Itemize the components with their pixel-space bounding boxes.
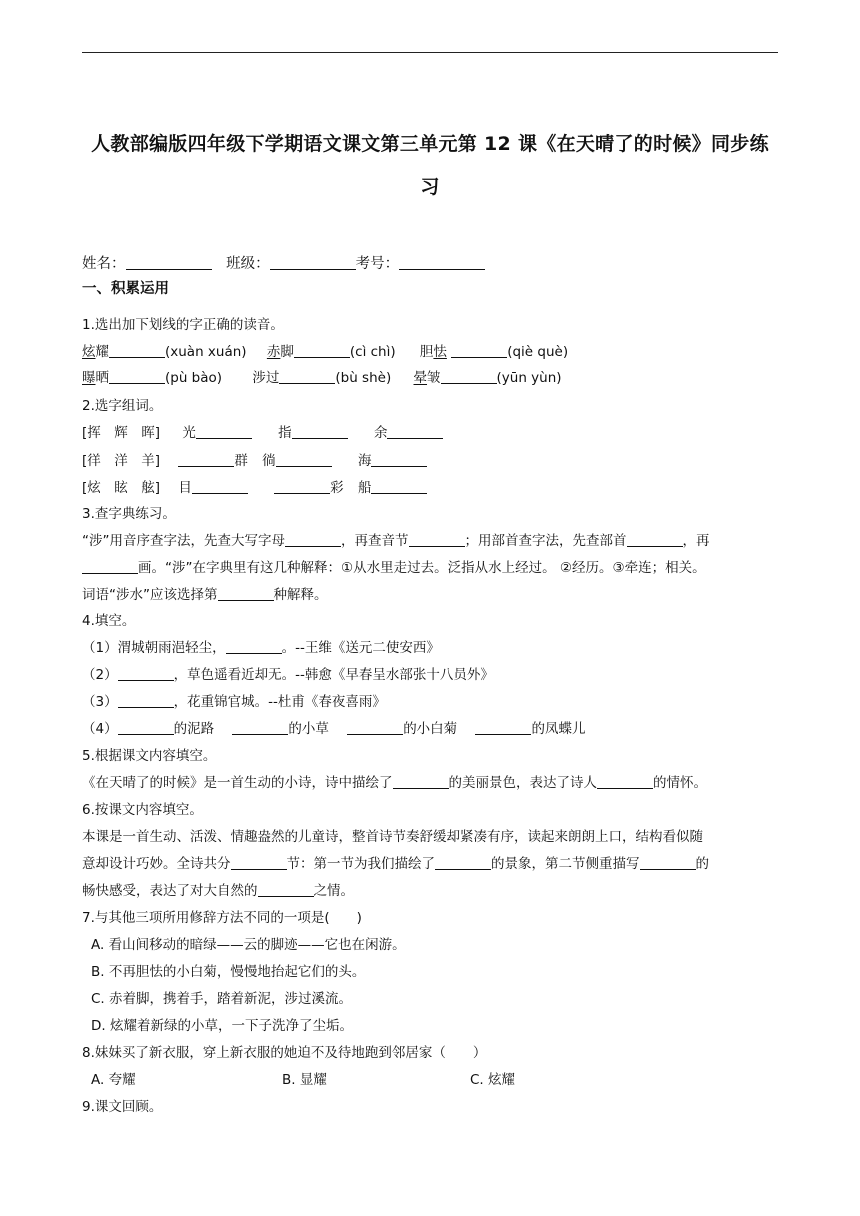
q1-r1-word1-u: 炫 bbox=[82, 344, 96, 360]
q1-r2-word1-u: 曝 bbox=[82, 370, 96, 386]
q3-l3-b: 种解释。 bbox=[273, 587, 328, 603]
q2-r2-c: 海 bbox=[357, 453, 372, 469]
q1-r2-pinyin1: (pù bào) bbox=[165, 370, 223, 386]
q2-r2-blank-b[interactable] bbox=[276, 453, 332, 467]
q8-option-b[interactable]: B. 显耀 bbox=[282, 1072, 327, 1088]
q2-r3-blank-b[interactable] bbox=[274, 480, 330, 494]
q6-blank-sections[interactable] bbox=[231, 856, 287, 870]
q2-r1-options: [挥 辉 晖] bbox=[82, 425, 161, 441]
q7-option-c[interactable]: C. 赤着脚，携着手，踏着新泥，涉过溪流。 bbox=[91, 991, 353, 1007]
q3-stem: 3.查字典练习。 bbox=[82, 506, 176, 522]
q1-r2-word3-u: 晕 bbox=[413, 370, 428, 386]
q2-r2-blank-a[interactable] bbox=[178, 453, 234, 467]
q6-blank-emotion[interactable] bbox=[258, 883, 314, 897]
q7-stem: 7.与其他三项所用修辞方法不同的一项是( ) bbox=[82, 910, 362, 926]
q4-l3-b: ，花重锦官城。--杜甫《春夜喜雨》 bbox=[173, 694, 386, 710]
q5-line bbox=[82, 773, 782, 793]
q2-r3-c: 船 bbox=[357, 480, 372, 496]
q3-blank-syllable[interactable] bbox=[409, 533, 465, 547]
class-label: 班级： bbox=[226, 256, 270, 272]
q4-l4-c: 的小草 bbox=[288, 721, 329, 737]
q3-line2 bbox=[82, 558, 782, 578]
q5-c: 的情怀。 bbox=[653, 775, 707, 791]
q1-row2 bbox=[82, 368, 782, 388]
q4-l4-d: 的小白菊 bbox=[403, 721, 458, 737]
section-heading: 一、积累运用 bbox=[82, 281, 169, 297]
q2-stem: 2.选字组词。 bbox=[82, 398, 163, 414]
q6-l2-a: 意却设计巧妙。全诗共分 bbox=[82, 856, 231, 872]
q5-blank-feeling[interactable] bbox=[597, 775, 653, 789]
q1-r1-blank2[interactable] bbox=[294, 344, 350, 358]
q5-blank-scene[interactable] bbox=[393, 775, 449, 789]
q6-l3-b: 之情。 bbox=[313, 883, 354, 899]
q2-r3-blank-c[interactable] bbox=[371, 480, 427, 494]
q6-line3 bbox=[82, 881, 782, 901]
q6-l2-c: 的景象，第二节侧重描写 bbox=[491, 856, 640, 872]
q2-r3-b: 彩 bbox=[330, 480, 344, 496]
class-blank[interactable] bbox=[270, 256, 356, 270]
q3-blank-letter[interactable] bbox=[285, 533, 341, 547]
q4-line3 bbox=[82, 692, 782, 712]
q2-row1 bbox=[82, 423, 782, 443]
q1-r2-word1-w: 晒 bbox=[95, 370, 109, 386]
q4-blank-4a[interactable] bbox=[118, 721, 174, 735]
q4-line1 bbox=[82, 638, 782, 658]
q4-l4-a: （4） bbox=[82, 721, 118, 737]
q4-l1-a: （1）渭城朝雨浥轻尘， bbox=[82, 640, 226, 656]
q6-l2-b: 节：第一节为我们描绘了 bbox=[286, 856, 435, 872]
exam-label: 考号： bbox=[355, 256, 400, 272]
q2-row3 bbox=[82, 478, 782, 498]
q2-r1-blank-a[interactable] bbox=[196, 425, 252, 439]
q1-row1 bbox=[82, 342, 782, 362]
q1-r1-word2-w: 脚 bbox=[280, 344, 294, 360]
q4-l4-b: 的泥路 bbox=[173, 721, 215, 737]
q8-stem: 8.妹妹买了新衣服，穿上新衣服的她迫不及待地跑到邻居家（ ） bbox=[82, 1045, 487, 1061]
q8-option-c[interactable]: C. 炫耀 bbox=[470, 1072, 516, 1088]
q7-option-b[interactable]: B. 不再胆怯的小白菊，慢慢地抬起它们的头。 bbox=[91, 964, 366, 980]
q5-a: 《在天晴了的时候》是一首生动的小诗，诗中描绘了 bbox=[82, 775, 393, 791]
doc-title-line2: 习 bbox=[420, 176, 440, 198]
q3-l1-b: ，再查音节 bbox=[341, 533, 409, 549]
q1-r1-blank3[interactable] bbox=[451, 344, 507, 358]
q4-blank-1[interactable] bbox=[226, 640, 282, 654]
q1-r1-word1-w: 耀 bbox=[95, 344, 109, 360]
q4-blank-4d[interactable] bbox=[475, 721, 531, 735]
q4-l4-e: 的凤蝶儿 bbox=[531, 721, 586, 737]
q4-stem: 4.填空。 bbox=[82, 613, 136, 629]
q2-r2-a: 群 bbox=[234, 453, 248, 469]
name-blank[interactable] bbox=[126, 256, 212, 270]
q1-r2-word2-u: 涉 bbox=[252, 370, 266, 386]
q4-line4 bbox=[82, 719, 782, 739]
exam-blank[interactable] bbox=[399, 256, 485, 270]
q6-blank-scene[interactable] bbox=[435, 856, 491, 870]
q3-blank-strokes[interactable] bbox=[82, 560, 138, 574]
q1-r1-word2-u: 赤 bbox=[266, 344, 281, 360]
q4-line2 bbox=[82, 665, 782, 685]
q1-r1-blank1[interactable] bbox=[109, 344, 165, 358]
q1-r2-blank2[interactable] bbox=[279, 370, 335, 384]
q2-r3-a: 目 bbox=[178, 480, 192, 496]
q1-r1-word3-u: 怯 bbox=[433, 344, 447, 360]
q1-r1-pinyin1: (xuàn xuán) bbox=[165, 344, 247, 360]
q4-l3-a: （3） bbox=[82, 694, 118, 710]
doc-title-line1: 人教部编版四年级下学期语文课文第三单元第 12 课《在天晴了的时候》同步练 bbox=[91, 133, 769, 155]
q1-r1-pinyin2: (cì chì) bbox=[349, 344, 396, 360]
q4-blank-3[interactable] bbox=[118, 694, 174, 708]
q2-r3-blank-a[interactable] bbox=[192, 480, 248, 494]
q3-l1-c: ；用部首查字法，先查部首 bbox=[464, 533, 627, 549]
student-info-row bbox=[82, 254, 782, 274]
q3-l1-a: “涉”用音序查字法，先查大写字母 bbox=[82, 533, 285, 549]
q6-blank-describe[interactable] bbox=[640, 856, 696, 870]
q2-r1-blank-b[interactable] bbox=[292, 425, 348, 439]
q1-r2-pinyin2: (bù shè) bbox=[335, 370, 392, 386]
q8-option-a[interactable]: A. 夸耀 bbox=[91, 1072, 136, 1088]
q6-stem: 6.按课文内容填空。 bbox=[82, 802, 203, 818]
q3-blank-meaning[interactable] bbox=[218, 587, 274, 601]
q2-r1-b: 指 bbox=[278, 425, 292, 441]
q6-l2-d: 的 bbox=[695, 856, 709, 872]
q6-line2 bbox=[82, 854, 782, 874]
q2-r2-blank-c[interactable] bbox=[371, 453, 427, 467]
q2-r1-a: 光 bbox=[182, 425, 196, 441]
q3-l1-d: ，再 bbox=[682, 533, 710, 549]
q3-l2-a: 画。“涉”在字典里有这几种解释：①从水里走过去。泛指从水上经过。 ②经历。③牵连；相关。 bbox=[138, 560, 706, 576]
q6-l3-a: 畅快感受，表达了对大自然的 bbox=[82, 883, 258, 899]
q5-b: 的美丽景色，表达了诗人 bbox=[448, 775, 597, 791]
q2-r2-b: 徜 bbox=[262, 453, 276, 469]
header-rule bbox=[82, 52, 778, 53]
q3-line1 bbox=[82, 531, 782, 551]
q4-l2-a: （2） bbox=[82, 667, 118, 683]
q9-stem: 9.课文回顾。 bbox=[82, 1099, 163, 1115]
q1-r2-blank1[interactable] bbox=[109, 370, 165, 384]
q4-l2-b: ，草色遥看近却无。--韩愈《早春呈水部张十八员外》 bbox=[173, 667, 494, 683]
q4-blank-4b[interactable] bbox=[232, 721, 288, 735]
q1-stem: 1.选出加下划线的字正确的读音。 bbox=[82, 317, 284, 333]
q4-blank-4c[interactable] bbox=[347, 721, 403, 735]
q2-row2 bbox=[82, 451, 782, 471]
q1-r2-pinyin3: (yūn yùn) bbox=[496, 370, 562, 386]
q1-r2-blank3[interactable] bbox=[441, 370, 497, 384]
q1-r1-word3-w0: 胆 bbox=[419, 344, 434, 360]
q6-line1: 本课是一首生动、活泼、情趣盎然的儿童诗，整首诗节奏舒缓却紧凑有序，读起来朗朗上口，结构看似随 bbox=[82, 829, 703, 845]
q2-r2-options: [徉 洋 羊] bbox=[82, 453, 161, 469]
q2-r1-blank-c[interactable] bbox=[387, 425, 443, 439]
q4-blank-2[interactable] bbox=[118, 667, 174, 681]
q1-r2-word2-w: 过 bbox=[265, 370, 280, 386]
q3-line3 bbox=[82, 585, 782, 605]
q7-option-d[interactable]: D. 炫耀着新绿的小草，一下子洗净了尘垢。 bbox=[91, 1018, 353, 1034]
q3-blank-radical[interactable] bbox=[627, 533, 683, 547]
q1-r1-pinyin3: (qiè què) bbox=[507, 344, 569, 360]
q2-r3-options: [炫 眩 舷] bbox=[82, 480, 161, 496]
q7-option-a[interactable]: A. 看山间移动的暗绿——云的脚迹——它也在闲游。 bbox=[91, 937, 406, 953]
q4-l1-b: 。--王维《送元二使安西》 bbox=[281, 640, 440, 656]
q3-l3-a: 词语“涉水”应该选择第 bbox=[82, 587, 218, 603]
q2-r1-c: 余 bbox=[373, 425, 388, 441]
name-label: 姓名： bbox=[82, 256, 126, 272]
q1-r2-word3-w: 皱 bbox=[427, 370, 441, 386]
q5-stem: 5.根据课文内容填空。 bbox=[82, 748, 217, 764]
